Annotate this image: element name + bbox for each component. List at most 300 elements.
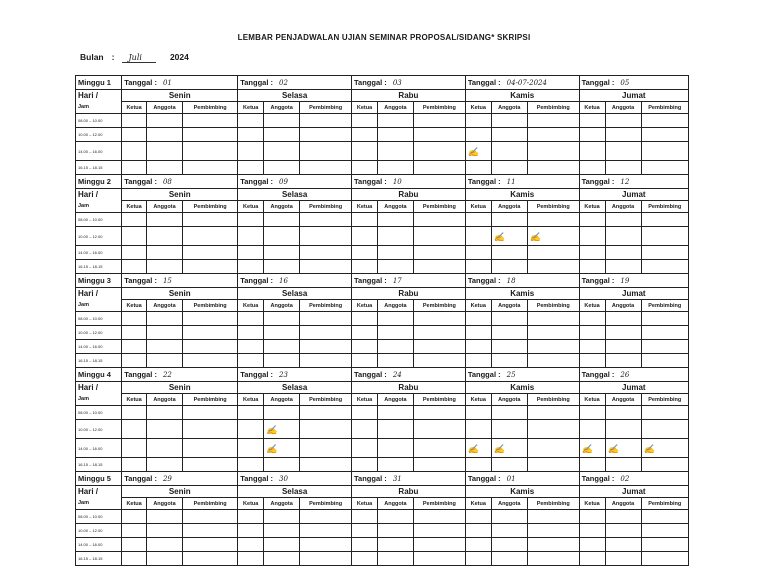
schedule-cell[interactable] (300, 510, 352, 524)
schedule-cell[interactable] (465, 142, 491, 161)
schedule-cell[interactable] (527, 552, 579, 566)
schedule-cell[interactable] (413, 439, 465, 458)
schedule-cell[interactable] (146, 340, 182, 354)
schedule-cell[interactable] (413, 326, 465, 340)
schedule-cell[interactable] (146, 312, 182, 326)
schedule-cell[interactable] (413, 538, 465, 552)
schedule-cell[interactable] (605, 128, 641, 142)
schedule-cell[interactable] (491, 161, 527, 175)
schedule-cell[interactable] (579, 406, 605, 420)
schedule-cell[interactable] (413, 510, 465, 524)
schedule-cell[interactable] (146, 552, 182, 566)
schedule-cell[interactable] (465, 538, 491, 552)
schedule-cell[interactable] (183, 340, 238, 354)
date-cell[interactable] (238, 368, 352, 382)
schedule-cell[interactable] (413, 420, 465, 439)
schedule-cell[interactable] (352, 260, 378, 274)
schedule-cell[interactable] (465, 510, 491, 524)
schedule-cell[interactable] (527, 326, 579, 340)
schedule-cell[interactable] (264, 340, 300, 354)
schedule-cell[interactable] (300, 213, 352, 227)
schedule-cell[interactable] (413, 312, 465, 326)
schedule-cell[interactable] (377, 161, 413, 175)
schedule-cell[interactable] (146, 114, 182, 128)
month-value[interactable]: Juli (122, 53, 155, 63)
schedule-cell[interactable] (300, 246, 352, 260)
schedule-cell[interactable] (413, 213, 465, 227)
schedule-cell[interactable] (579, 420, 605, 439)
date-cell[interactable] (352, 472, 466, 486)
schedule-cell[interactable] (264, 128, 300, 142)
schedule-cell[interactable] (300, 142, 352, 161)
schedule-cell[interactable] (491, 142, 527, 161)
date-cell[interactable] (122, 175, 238, 189)
schedule-cell[interactable] (605, 420, 641, 439)
schedule-cell[interactable] (183, 227, 238, 246)
schedule-cell[interactable] (491, 340, 527, 354)
schedule-cell[interactable] (491, 354, 527, 368)
schedule-cell[interactable] (300, 552, 352, 566)
schedule-cell[interactable] (413, 340, 465, 354)
schedule-cell[interactable] (122, 128, 147, 142)
schedule-cell[interactable] (352, 439, 378, 458)
schedule-cell[interactable] (605, 552, 641, 566)
schedule-cell[interactable] (377, 260, 413, 274)
schedule-cell[interactable] (146, 227, 182, 246)
schedule-cell[interactable] (527, 114, 579, 128)
schedule-cell[interactable] (264, 142, 300, 161)
date-cell[interactable] (579, 175, 688, 189)
schedule-cell[interactable] (527, 458, 579, 472)
schedule-cell[interactable] (146, 142, 182, 161)
schedule-cell[interactable] (264, 458, 300, 472)
schedule-cell[interactable] (238, 114, 264, 128)
schedule-cell[interactable] (238, 510, 264, 524)
schedule-cell[interactable] (122, 213, 147, 227)
schedule-cell[interactable] (377, 142, 413, 161)
schedule-cell[interactable] (352, 510, 378, 524)
schedule-cell[interactable] (183, 439, 238, 458)
date-cell[interactable] (465, 472, 579, 486)
schedule-cell[interactable] (641, 439, 688, 458)
schedule-cell[interactable] (122, 227, 147, 246)
schedule-cell[interactable] (183, 312, 238, 326)
date-cell[interactable] (579, 472, 688, 486)
schedule-cell[interactable] (352, 128, 378, 142)
schedule-cell[interactable] (377, 538, 413, 552)
date-cell[interactable] (238, 472, 352, 486)
schedule-cell[interactable] (491, 538, 527, 552)
schedule-cell[interactable] (641, 354, 688, 368)
schedule-cell[interactable] (579, 161, 605, 175)
schedule-cell[interactable] (264, 420, 300, 439)
schedule-cell[interactable] (238, 439, 264, 458)
schedule-cell[interactable] (641, 406, 688, 420)
schedule-cell[interactable] (527, 227, 579, 246)
schedule-cell[interactable] (183, 552, 238, 566)
schedule-cell[interactable] (527, 340, 579, 354)
schedule-cell[interactable] (605, 538, 641, 552)
schedule-cell[interactable] (527, 439, 579, 458)
schedule-cell[interactable] (264, 213, 300, 227)
schedule-cell[interactable] (491, 510, 527, 524)
schedule-cell[interactable] (300, 260, 352, 274)
schedule-cell[interactable] (641, 260, 688, 274)
schedule-cell[interactable] (579, 552, 605, 566)
schedule-cell[interactable] (122, 246, 147, 260)
schedule-cell[interactable] (183, 406, 238, 420)
schedule-cell[interactable] (300, 354, 352, 368)
schedule-cell[interactable] (300, 420, 352, 439)
schedule-cell[interactable] (605, 406, 641, 420)
schedule-cell[interactable] (377, 458, 413, 472)
schedule-cell[interactable] (641, 326, 688, 340)
schedule-cell[interactable] (491, 406, 527, 420)
schedule-cell[interactable] (264, 524, 300, 538)
schedule-cell[interactable] (605, 213, 641, 227)
schedule-cell[interactable] (352, 326, 378, 340)
schedule-cell[interactable] (641, 458, 688, 472)
schedule-cell[interactable] (264, 326, 300, 340)
schedule-cell[interactable] (465, 246, 491, 260)
schedule-cell[interactable] (238, 312, 264, 326)
date-cell[interactable] (122, 368, 238, 382)
schedule-cell[interactable] (413, 524, 465, 538)
schedule-cell[interactable] (605, 340, 641, 354)
schedule-cell[interactable] (527, 260, 579, 274)
schedule-cell[interactable] (300, 340, 352, 354)
schedule-cell[interactable] (491, 260, 527, 274)
date-cell[interactable] (579, 76, 688, 90)
schedule-cell[interactable] (238, 354, 264, 368)
schedule-cell[interactable] (605, 227, 641, 246)
schedule-cell[interactable] (491, 227, 527, 246)
schedule-cell[interactable] (641, 340, 688, 354)
schedule-cell[interactable] (579, 246, 605, 260)
schedule-cell[interactable] (605, 161, 641, 175)
schedule-cell[interactable] (264, 354, 300, 368)
schedule-cell[interactable] (146, 354, 182, 368)
schedule-cell[interactable] (579, 340, 605, 354)
schedule-cell[interactable] (300, 538, 352, 552)
schedule-cell[interactable] (146, 439, 182, 458)
schedule-cell[interactable] (579, 227, 605, 246)
schedule-cell[interactable] (238, 326, 264, 340)
schedule-cell[interactable] (352, 420, 378, 439)
schedule-cell[interactable] (183, 128, 238, 142)
schedule-cell[interactable] (300, 227, 352, 246)
schedule-cell[interactable] (146, 510, 182, 524)
schedule-cell[interactable] (579, 326, 605, 340)
schedule-cell[interactable] (605, 142, 641, 161)
schedule-cell[interactable] (377, 524, 413, 538)
schedule-cell[interactable] (641, 227, 688, 246)
schedule-cell[interactable] (579, 114, 605, 128)
schedule-cell[interactable] (413, 128, 465, 142)
schedule-cell[interactable] (352, 552, 378, 566)
schedule-cell[interactable] (605, 524, 641, 538)
schedule-cell[interactable] (413, 354, 465, 368)
schedule-cell[interactable] (641, 142, 688, 161)
schedule-cell[interactable] (641, 538, 688, 552)
schedule-cell[interactable] (238, 260, 264, 274)
schedule-cell[interactable] (527, 538, 579, 552)
date-cell[interactable] (238, 76, 352, 90)
schedule-cell[interactable] (122, 114, 147, 128)
date-cell[interactable] (579, 274, 688, 288)
schedule-cell[interactable] (377, 340, 413, 354)
schedule-cell[interactable] (300, 128, 352, 142)
schedule-cell[interactable] (300, 524, 352, 538)
schedule-cell[interactable] (641, 246, 688, 260)
schedule-cell[interactable] (413, 260, 465, 274)
schedule-cell[interactable] (377, 326, 413, 340)
schedule-cell[interactable] (377, 246, 413, 260)
schedule-cell[interactable] (352, 524, 378, 538)
date-cell[interactable] (122, 472, 238, 486)
schedule-cell[interactable] (527, 406, 579, 420)
date-cell[interactable] (465, 274, 579, 288)
schedule-cell[interactable] (377, 213, 413, 227)
schedule-cell[interactable] (491, 458, 527, 472)
date-cell[interactable] (122, 76, 238, 90)
schedule-cell[interactable] (146, 128, 182, 142)
schedule-cell[interactable] (183, 246, 238, 260)
schedule-cell[interactable] (527, 128, 579, 142)
schedule-cell[interactable] (122, 340, 147, 354)
schedule-cell[interactable] (352, 213, 378, 227)
schedule-cell[interactable] (238, 142, 264, 161)
schedule-cell[interactable] (352, 340, 378, 354)
schedule-cell[interactable] (377, 552, 413, 566)
schedule-cell[interactable] (491, 128, 527, 142)
schedule-cell[interactable] (183, 510, 238, 524)
schedule-cell[interactable] (122, 326, 147, 340)
schedule-cell[interactable] (527, 213, 579, 227)
schedule-cell[interactable] (465, 161, 491, 175)
schedule-cell[interactable] (377, 406, 413, 420)
schedule-cell[interactable] (352, 161, 378, 175)
schedule-cell[interactable] (465, 128, 491, 142)
schedule-cell[interactable] (413, 406, 465, 420)
schedule-cell[interactable] (413, 246, 465, 260)
schedule-cell[interactable] (300, 326, 352, 340)
schedule-cell[interactable] (352, 312, 378, 326)
schedule-cell[interactable] (377, 354, 413, 368)
schedule-cell[interactable] (491, 213, 527, 227)
schedule-cell[interactable] (122, 161, 147, 175)
schedule-cell[interactable] (641, 128, 688, 142)
date-cell[interactable] (352, 76, 466, 90)
schedule-cell[interactable] (300, 161, 352, 175)
schedule-cell[interactable] (183, 420, 238, 439)
schedule-cell[interactable] (641, 510, 688, 524)
schedule-cell[interactable] (465, 420, 491, 439)
schedule-cell[interactable] (146, 260, 182, 274)
schedule-cell[interactable] (300, 439, 352, 458)
schedule-cell[interactable] (641, 161, 688, 175)
schedule-cell[interactable] (579, 260, 605, 274)
schedule-cell[interactable] (465, 458, 491, 472)
schedule-cell[interactable] (352, 227, 378, 246)
schedule-cell[interactable] (641, 312, 688, 326)
date-cell[interactable] (122, 274, 238, 288)
schedule-cell[interactable] (183, 142, 238, 161)
schedule-cell[interactable] (465, 340, 491, 354)
schedule-cell[interactable] (605, 312, 641, 326)
schedule-cell[interactable] (579, 312, 605, 326)
schedule-cell[interactable] (352, 114, 378, 128)
schedule-cell[interactable] (264, 538, 300, 552)
schedule-cell[interactable] (122, 524, 147, 538)
schedule-cell[interactable] (579, 142, 605, 161)
date-cell[interactable] (579, 368, 688, 382)
schedule-cell[interactable] (641, 213, 688, 227)
schedule-cell[interactable] (122, 458, 147, 472)
schedule-cell[interactable] (413, 458, 465, 472)
schedule-cell[interactable] (238, 552, 264, 566)
schedule-cell[interactable] (146, 420, 182, 439)
schedule-cell[interactable] (146, 213, 182, 227)
schedule-cell[interactable] (122, 142, 147, 161)
schedule-cell[interactable] (264, 439, 300, 458)
schedule-cell[interactable] (146, 326, 182, 340)
schedule-cell[interactable] (641, 552, 688, 566)
schedule-cell[interactable] (264, 510, 300, 524)
schedule-cell[interactable] (579, 128, 605, 142)
schedule-cell[interactable] (641, 420, 688, 439)
schedule-cell[interactable] (605, 246, 641, 260)
schedule-cell[interactable] (264, 312, 300, 326)
schedule-cell[interactable] (122, 420, 147, 439)
schedule-cell[interactable] (527, 246, 579, 260)
schedule-cell[interactable] (352, 538, 378, 552)
schedule-cell[interactable] (264, 406, 300, 420)
schedule-cell[interactable] (527, 312, 579, 326)
schedule-cell[interactable] (491, 114, 527, 128)
schedule-cell[interactable] (579, 439, 605, 458)
date-cell[interactable] (465, 76, 579, 90)
schedule-cell[interactable] (491, 246, 527, 260)
schedule-cell[interactable] (605, 439, 641, 458)
date-cell[interactable] (465, 368, 579, 382)
schedule-cell[interactable] (264, 246, 300, 260)
schedule-cell[interactable] (527, 420, 579, 439)
schedule-cell[interactable] (238, 246, 264, 260)
date-cell[interactable] (238, 274, 352, 288)
schedule-cell[interactable] (413, 142, 465, 161)
schedule-cell[interactable] (605, 458, 641, 472)
schedule-cell[interactable] (238, 213, 264, 227)
schedule-cell[interactable] (183, 161, 238, 175)
schedule-cell[interactable] (238, 128, 264, 142)
schedule-cell[interactable] (465, 552, 491, 566)
schedule-cell[interactable] (465, 260, 491, 274)
schedule-cell[interactable] (413, 552, 465, 566)
schedule-cell[interactable] (413, 161, 465, 175)
schedule-cell[interactable] (238, 227, 264, 246)
schedule-cell[interactable] (465, 354, 491, 368)
schedule-cell[interactable] (300, 312, 352, 326)
date-cell[interactable] (465, 175, 579, 189)
schedule-cell[interactable] (579, 213, 605, 227)
schedule-cell[interactable] (527, 354, 579, 368)
schedule-cell[interactable] (527, 161, 579, 175)
schedule-cell[interactable] (352, 406, 378, 420)
schedule-cell[interactable] (146, 161, 182, 175)
schedule-cell[interactable] (238, 340, 264, 354)
schedule-cell[interactable] (183, 114, 238, 128)
schedule-cell[interactable] (146, 406, 182, 420)
schedule-cell[interactable] (641, 524, 688, 538)
schedule-cell[interactable] (527, 142, 579, 161)
schedule-cell[interactable] (491, 326, 527, 340)
schedule-cell[interactable] (238, 458, 264, 472)
schedule-cell[interactable] (465, 524, 491, 538)
schedule-cell[interactable] (183, 213, 238, 227)
schedule-cell[interactable] (238, 161, 264, 175)
schedule-cell[interactable] (377, 312, 413, 326)
schedule-cell[interactable] (146, 538, 182, 552)
schedule-cell[interactable] (579, 458, 605, 472)
schedule-cell[interactable] (146, 246, 182, 260)
schedule-cell[interactable] (146, 524, 182, 538)
date-cell[interactable] (238, 175, 352, 189)
schedule-cell[interactable] (122, 439, 147, 458)
schedule-cell[interactable] (641, 114, 688, 128)
schedule-cell[interactable] (183, 524, 238, 538)
schedule-cell[interactable] (377, 114, 413, 128)
schedule-cell[interactable] (264, 552, 300, 566)
schedule-cell[interactable] (465, 213, 491, 227)
schedule-cell[interactable] (579, 510, 605, 524)
schedule-cell[interactable] (264, 260, 300, 274)
schedule-cell[interactable] (122, 260, 147, 274)
schedule-cell[interactable] (122, 538, 147, 552)
schedule-cell[interactable] (183, 326, 238, 340)
schedule-cell[interactable] (465, 312, 491, 326)
schedule-cell[interactable] (465, 114, 491, 128)
schedule-cell[interactable] (377, 420, 413, 439)
schedule-cell[interactable] (527, 524, 579, 538)
schedule-cell[interactable] (605, 114, 641, 128)
schedule-cell[interactable] (579, 538, 605, 552)
schedule-cell[interactable] (264, 227, 300, 246)
schedule-cell[interactable] (491, 524, 527, 538)
schedule-cell[interactable] (352, 458, 378, 472)
schedule-cell[interactable] (465, 439, 491, 458)
schedule-cell[interactable] (491, 552, 527, 566)
schedule-cell[interactable] (183, 354, 238, 368)
schedule-cell[interactable] (264, 161, 300, 175)
schedule-cell[interactable] (465, 227, 491, 246)
schedule-cell[interactable] (238, 406, 264, 420)
schedule-cell[interactable] (605, 260, 641, 274)
date-cell[interactable] (352, 368, 466, 382)
schedule-cell[interactable] (352, 354, 378, 368)
schedule-cell[interactable] (377, 510, 413, 524)
date-cell[interactable] (352, 175, 466, 189)
schedule-cell[interactable] (579, 354, 605, 368)
schedule-cell[interactable] (377, 439, 413, 458)
schedule-cell[interactable] (146, 458, 182, 472)
schedule-cell[interactable] (122, 312, 147, 326)
schedule-cell[interactable] (183, 538, 238, 552)
schedule-cell[interactable] (183, 458, 238, 472)
schedule-cell[interactable] (352, 142, 378, 161)
schedule-cell[interactable] (377, 128, 413, 142)
schedule-cell[interactable] (491, 439, 527, 458)
